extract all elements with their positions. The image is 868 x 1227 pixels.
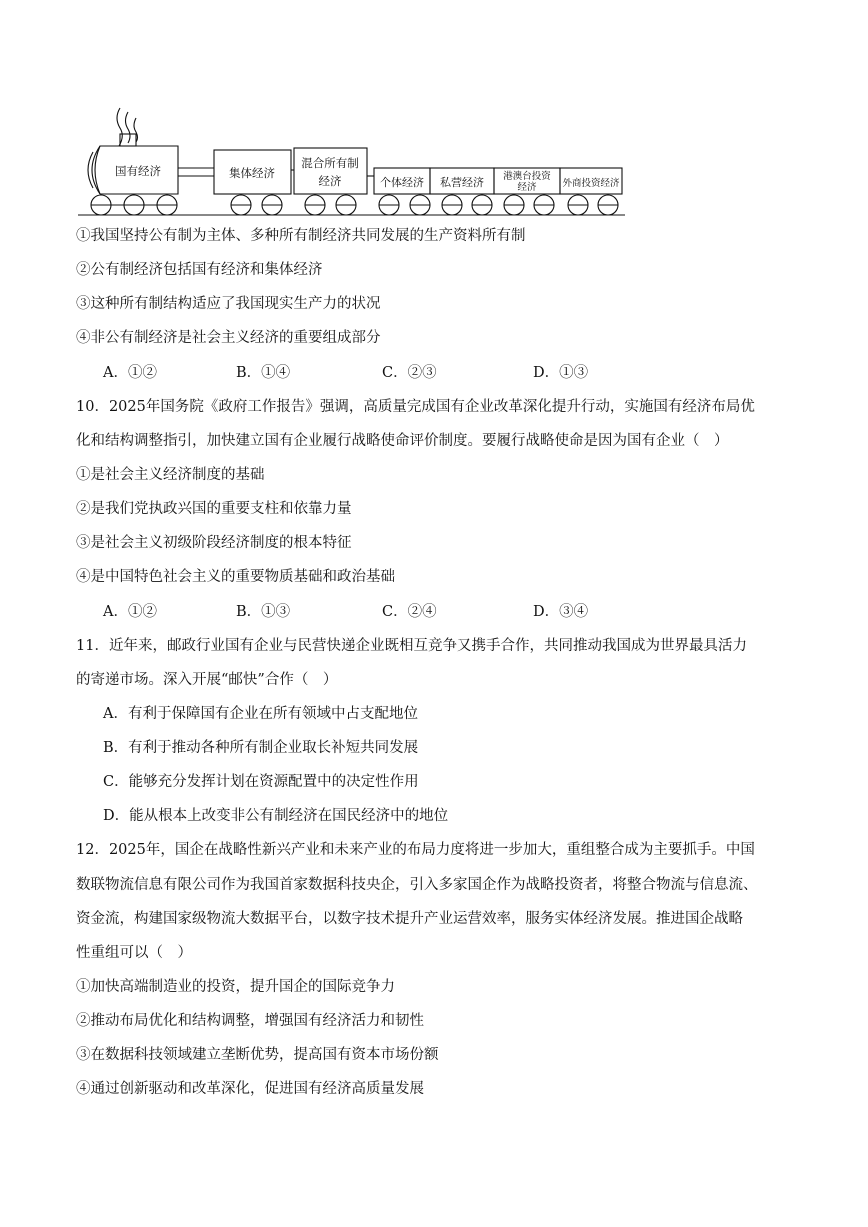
ownership-train-figure <box>78 104 628 219</box>
car-label-collective: 集体经济 <box>229 166 275 180</box>
q12-statement-4: ④通过创新驱动和改革深化，促进国有经济高质量发展 <box>76 1081 424 1097</box>
q10-option-d[interactable]: D．③④ <box>533 604 589 620</box>
q10-statement-1: ①是社会主义经济制度的基础 <box>76 467 265 483</box>
q10-statement-2: ②是我们党执政兴国的重要支柱和依靠力量 <box>76 501 352 517</box>
q9-option-b[interactable]: B．①④ <box>236 365 291 381</box>
q11-option-a[interactable]: A．有利于保障国有企业在所有领域中占支配地位 <box>103 706 418 722</box>
q12-stem-line-1: 12．2025年，国企在战略性新兴产业和未来产业的布局力度将进一步加大，重组整合成为主要抓手。中国 <box>76 842 755 858</box>
q9-statement-1: ①我国坚持公有制为主体、多种所有制经济共同发展的生产资料所有制 <box>76 228 526 244</box>
q9-statement-4: ④非公有制经济是社会主义经济的重要组成部分 <box>76 330 381 346</box>
car-label-hk-macao-taiwan: 港澳台投资 <box>503 171 551 182</box>
q10-statement-4: ④是中国特色社会主义的重要物质基础和政治基础 <box>76 569 395 585</box>
q12-statement-3: ③在数据科技领域建立垄断优势，提高国有资本市场份额 <box>76 1047 439 1063</box>
q9-statement-3: ③这种所有制结构适应了我国现实生产力的状况 <box>76 296 381 312</box>
car-label-mixed-2: 经济 <box>318 174 342 188</box>
q9-option-a[interactable]: A．①② <box>103 365 157 381</box>
q10-option-a[interactable]: A．①② <box>103 604 157 620</box>
q10-stem-line-1: 10．2025年国务院《政府工作报告》强调，高质量完成国有企业改革深化提升行动，实施国有经济布局优 <box>76 399 755 415</box>
q9-statement-2: ②公有制经济包括国有经济和集体经济 <box>76 262 323 278</box>
q11-option-b[interactable]: B．有利于推动各种所有制企业取长补短共同发展 <box>103 740 419 756</box>
q10-stem-line-2: 化和结构调整指引，加快建立国有企业履行战略使命评价制度。要履行战略使命是因为国有企业（ ） <box>76 433 729 449</box>
q10-option-b[interactable]: B．①③ <box>236 604 291 620</box>
q11-option-d[interactable]: D．能从根本上改变非公有制经济在国民经济中的地位 <box>103 808 449 824</box>
car-label-foreign: 外商投资经济 <box>562 178 620 189</box>
q11-stem-line-2: 的寄递市场。深入开展“邮快”合作（ ） <box>76 672 338 688</box>
q11-stem-line-1: 11．近年来，邮政行业国有企业与民营快递企业既相互竞争又携手合作，共同推动我国成为世界最具活力 <box>76 638 747 654</box>
car-label-private: 私营经济 <box>440 176 484 189</box>
q12-stem-line-4: 性重组可以（ ） <box>76 945 192 961</box>
q10-option-c[interactable]: C．②④ <box>382 604 437 620</box>
q11-option-c[interactable]: C．能够充分发挥计划在资源配置中的决定性作用 <box>103 774 419 790</box>
q9-option-d[interactable]: D．①③ <box>533 365 589 381</box>
q12-stem-line-2: 数联物流信息有限公司作为我国首家数据科技央企，引入多家国企作为战略投资者，将整合物流与信息流、 <box>76 877 758 893</box>
q10-statement-3: ③是社会主义初级阶段经济制度的根本特征 <box>76 535 352 551</box>
q9-option-c[interactable]: C．②③ <box>382 365 437 381</box>
car-label-mixed: 混合所有制 <box>301 156 359 170</box>
q12-statement-2: ②推动布局优化和结构调整，增强国有经济活力和韧性 <box>76 1013 424 1029</box>
q12-statement-1: ①加快高端制造业的投资，提升国企的国际竞争力 <box>76 979 395 995</box>
car-label-hk-macao-taiwan-2: 经济 <box>517 182 537 193</box>
car-label-individual: 个体经济 <box>380 176 424 189</box>
car-label-state-owned: 国有经济 <box>115 164 161 178</box>
q12-stem-line-3: 资金流，构建国家级物流大数据平台，以数字技术提升产业运营效率，服务实体经济发展。推进国企战略 <box>76 911 743 927</box>
